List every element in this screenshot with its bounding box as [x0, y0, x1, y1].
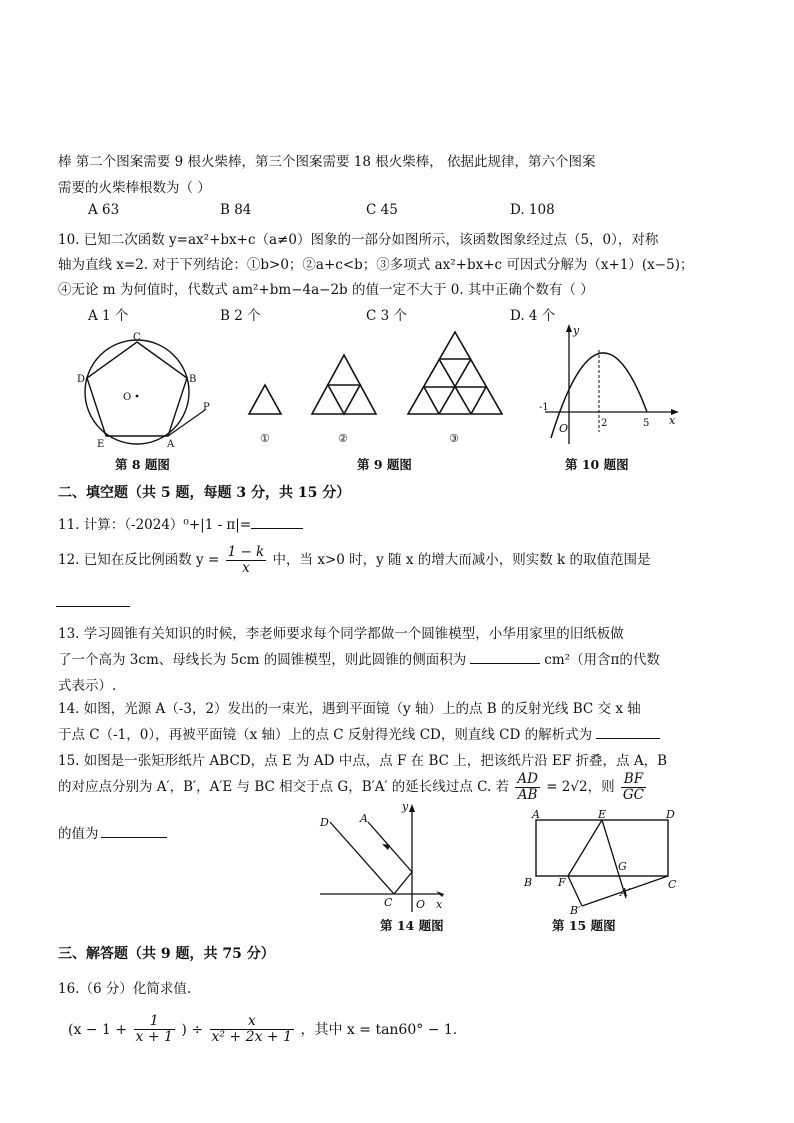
q16-fraction-1: [134, 1014, 175, 1046]
fig15-label-a: A: [532, 808, 540, 821]
q16-expr-c: ，其中 x = tan60° − 1.: [300, 1021, 458, 1038]
q11-text: 11. 计算：（-2024）⁰+|1 - π|=: [58, 517, 252, 533]
fig15-label-c: C: [668, 878, 677, 891]
q10-line1: 10. 已知二次函数 y=ax²+bx+c（a≠0）图象的一部分如图所示，该函数图象经过点（5，0），对称: [58, 232, 659, 248]
fig9-caption: 第 9 题图: [357, 457, 412, 472]
q15-line1: 15. 如图是一张矩形纸片 ABCD，点 E 为 AD 中点，点 F 在 BC 上，把该纸片沿 EF 折叠，点 A，B: [58, 753, 668, 769]
fig9-label-3: ③: [449, 432, 459, 445]
q10-option-d: D. 4 个: [510, 308, 556, 324]
fig15-label-f: F: [558, 876, 566, 889]
q13-answer-blank[interactable]: [470, 651, 540, 664]
fig10-label-x: x: [669, 414, 676, 427]
q13-line2b: cm²（用含π的代数: [544, 652, 660, 668]
q11-answer-blank[interactable]: [251, 516, 303, 529]
q12-after: 中，当 x>0 时，y 随 x 的增大而减小，则实数 k 的取值范围是: [272, 551, 651, 568]
fig14-label-o: O: [416, 898, 426, 911]
fig8-label-o: O: [123, 392, 132, 403]
q12-frac-num: 1 − k: [227, 544, 265, 560]
fig10-label-5: 5: [643, 418, 650, 429]
q14-line2-text: 于点 C（-1，0），再被平面镜（x 轴）上的点 C 反射得光线 CD，则直线 CD 的解析式为: [58, 727, 593, 743]
fig15-label-a-prime: A′: [620, 886, 631, 899]
q14-line2: [58, 723, 660, 743]
q15-eq: = 2√2，则: [546, 778, 615, 795]
q9-line2: 需要的火柴棒根数为（ ）: [58, 180, 211, 196]
fig14-label-c: C: [384, 896, 393, 909]
q16-title: 16.（6 分）化简求值.: [58, 981, 192, 997]
fig9-label-1: ①: [260, 432, 270, 445]
q14-line1: 14. 如图，光源 A（-3，2）发出的一束光，遇到平面镜（y 轴）上的点 B 的反射光线 BC 交 x 轴: [58, 701, 641, 717]
fig15-caption: 第 15 题图: [552, 918, 616, 933]
fig15-label-b: B: [524, 876, 533, 889]
q15-frac1-num: AD: [517, 771, 538, 787]
q15-line3: [58, 822, 167, 842]
q9-line1: 棒 第二个图案需要 9 根火柴棒，第三个图案需要 18 根火柴棒， 依据此规律，第六个图案: [58, 154, 596, 170]
q16-f2-num: x: [210, 1014, 294, 1030]
q15-frac1-den: AB: [517, 786, 538, 803]
fig10-label-neg1: -1: [539, 402, 549, 413]
q15-fraction-1: [515, 772, 540, 803]
q10-option-c: C 3 个: [366, 308, 408, 324]
figure-8: [75, 330, 215, 450]
q12-frac-den: x: [242, 559, 250, 576]
q9-option-a: A 63: [88, 202, 120, 218]
q16-fraction-2: [210, 1014, 294, 1046]
figure-14: [310, 798, 450, 918]
fig14-label-a: A: [360, 812, 368, 825]
fig10-label-o: O: [559, 422, 569, 435]
fig8-label-b: B: [189, 374, 197, 385]
q16-f1-den: x + 1: [135, 1029, 173, 1046]
q16-expr-b: ) ÷: [181, 1021, 204, 1038]
q10-line3: ④无论 m 为何值时，代数式 am²+bm−4a−2b 的值一定不大于 0. 其中正确个数有（ ）: [58, 282, 594, 298]
q9-option-c: C 45: [366, 202, 398, 218]
q9-option-b: B 84: [220, 202, 252, 218]
fig14-caption: 第 14 题图: [380, 918, 444, 933]
fig8-caption: 第 8 题图: [115, 457, 170, 472]
q16-f2-den: x² + 2x + 1: [211, 1029, 293, 1046]
q13-line3: 式表示）.: [58, 678, 117, 694]
fig8-label-e: E: [97, 439, 105, 450]
q9-option-d: D. 108: [510, 202, 555, 218]
fig15-label-b-prime: B′: [570, 904, 581, 916]
q13-line1: 13. 学习圆锥有关知识的时候，李老师要求每个同学都做一个圆锥模型，小华用家里的旧纸板做: [58, 626, 624, 642]
fig14-label-d: D: [320, 816, 329, 829]
q12-fraction: [226, 545, 267, 576]
q12-before: 12. 已知在反比例函数 y =: [58, 551, 220, 568]
fig15-label-e: E: [598, 808, 607, 821]
q15-frac2-num: BF: [621, 772, 646, 788]
q16-expression: [68, 1014, 457, 1046]
fig8-label-c: C: [133, 332, 141, 343]
q13-line2: [58, 648, 660, 668]
q12-answer-blank[interactable]: [56, 606, 130, 607]
figure-10: [535, 322, 685, 447]
fig8-label-d: D: [77, 374, 86, 385]
section-3-title: 三、解答题（共 9 题，共 75 分）: [58, 946, 275, 962]
q13-line2a: 了一个高为 3cm、母线长为 5cm 的圆锥模型，则此圆锥的侧面积为: [58, 652, 467, 668]
fig15-label-g: G: [618, 860, 627, 873]
fig14-label-x: x: [436, 898, 443, 911]
q15-frac2-den: GC: [622, 786, 645, 803]
section-2-title: 二、填空题（共 5 题，每题 3 分，共 15 分）: [58, 485, 351, 501]
q15-answer-blank[interactable]: [101, 825, 167, 838]
q16-expr-a: (x − 1 +: [68, 1021, 128, 1038]
q10-option-b: B 2 个: [220, 308, 261, 324]
q15-line2a: 的对应点分别为 A′，B′，A′E 与 BC 相交于点 G，B′A′ 的延长线过点 C. 若: [58, 778, 510, 795]
fig10-label-y: y: [573, 324, 580, 337]
fig9-label-2: ②: [338, 432, 348, 445]
fig14-label-y: y: [402, 800, 409, 813]
q10-line2: 轴为直线 x=2. 对于下列结论：①b>0；②a+c<b；③多项式 ax²+bx+c 可因式分解为（x+1）(x−5)；: [58, 257, 694, 273]
figure-15: [520, 808, 680, 916]
fig15-label-d: D: [666, 808, 675, 821]
fig8-label-a: A: [167, 439, 175, 450]
q14-answer-blank[interactable]: [596, 726, 660, 739]
q12: [58, 545, 651, 576]
fig8-label-p: P: [203, 402, 210, 413]
q15-fraction-2: [621, 772, 646, 803]
q15-line3-text: 的值为: [58, 826, 99, 842]
figure-9: [240, 330, 520, 450]
fig10-caption: 第 10 题图: [565, 457, 629, 472]
q10-option-a: A 1 个: [88, 308, 129, 324]
fig10-label-2: 2: [601, 418, 608, 429]
q16-f1-num: 1: [134, 1014, 175, 1030]
q11: [58, 513, 303, 533]
